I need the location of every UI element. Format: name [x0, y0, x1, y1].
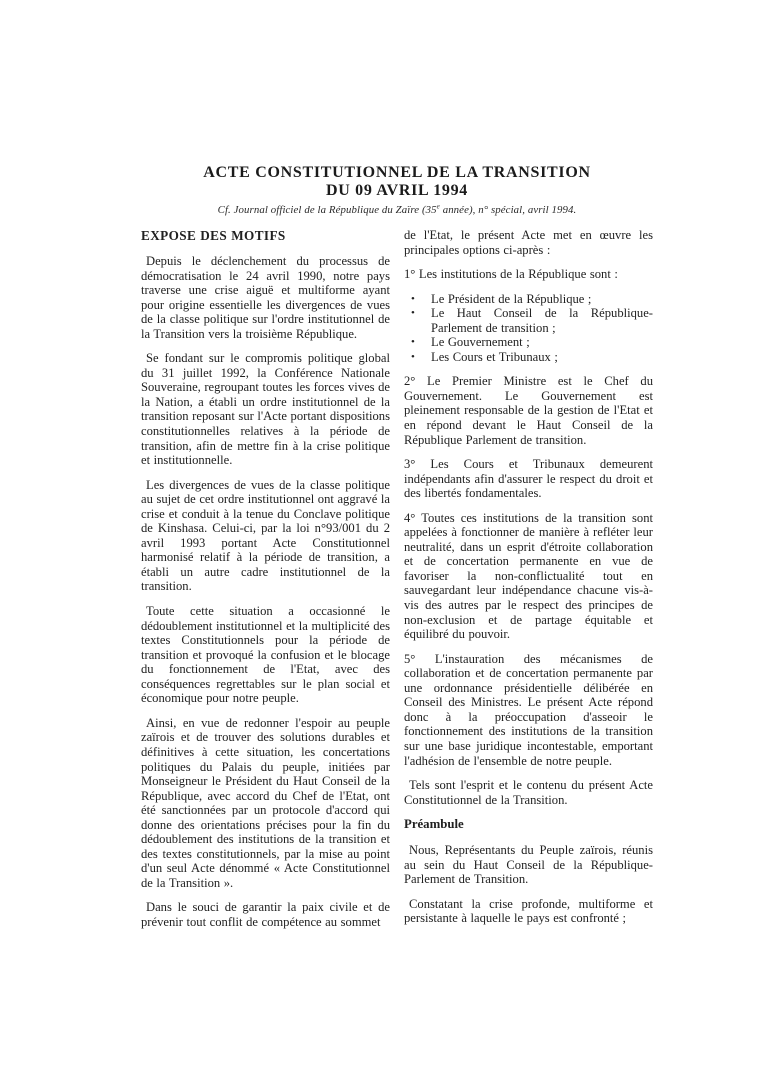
point-2-paragraph: 2° Le Premier Ministre est le Chef du Gouvernement. Le Gouvernement est pleinement responsable de la gestion de l'Etat et en répond devant le Haut Conseil de la République Parlement de transition.	[404, 374, 653, 447]
preamble-paragraph: Nous, Représentants du Peuple zaïrois, réunis au sein du Haut Conseil de la République-Parlement de Transition.	[404, 843, 653, 887]
list-item	[404, 306, 653, 335]
paragraph: Depuis le déclenchement du processus de démocratisation le 24 avril 1990, notre pays traverse une crise aiguë et multiforme ayant pour origine essentielle les divergences de vues de la classe politique sur l'ordre institutionnel de la Transition vers la troisième République.	[141, 254, 390, 341]
source-note-suffix: année), n° spécial, avril 1994.	[439, 204, 577, 216]
list-item	[404, 335, 653, 350]
paragraph: Toute cette situation a occasionné le dédoublement institutionnel et la multiplicité des textes Constitutionnels pour la période de transition et provoqué la confusion et le blocage du fonctionnement de l'Etat, avec des conséquences regrettables sur le plan social et économique pour notre peuple.	[141, 604, 390, 706]
left-column	[141, 228, 390, 940]
paragraph: Ainsi, en vue de redonner l'espoir au peuple zaïrois et de trouver des solutions durables et définitives à cette situation, les concertations politiques du Palais du peuple, initiées par Monseigneur le Président du Haut Conseil de la République, avec accord du Chef de l'Etat, ont été sanctionnées par un protocole d'accord qui donne des orientations précises pour la fin du dédoublement des institutions de la transition et des textes constitutionnels, par la mise au point d'un seul Acte dénommé « Acte Constitutionnel de la Transition ».	[141, 715, 390, 890]
list-item-label: Le Président de la République ;	[431, 291, 592, 306]
list-item-label: Le Haut Conseil de la République-Parlement de transition ;	[431, 306, 653, 335]
point-4-paragraph: 4° Toutes ces institutions de la transition sont appelées à fonctionner de manière à refléter leur neutralité, dans un esprit d'étroite collaboration et de concertation permanente en vue de favoriser la non-conflictualité tout en sauvegardant leur indépendance chacune vis-à-vis des autres par le respect des principes de non-exclusion et de partage équitable et équilibré du pouvoir.	[404, 510, 653, 642]
paragraph: Se fondant sur le compromis politique global du 31 juillet 1992, la Conférence Nationale Souveraine, regroupant toutes les forces vives de la Nation, a établi un ordre institutionnel de la transition reposant sur l'Acte portant dispositions constitutionnelles relatives à la période de transition, afin de mettre fin à la crise politique et institutionnelle.	[141, 351, 390, 468]
expose-des-motifs-heading: EXPOSE DES MOTIFS	[141, 228, 286, 243]
point-3-paragraph: 3° Les Cours et Tribunaux demeurent indépendants afin d'assurer le respect du droit et des libertés fondamentales.	[404, 457, 653, 501]
preamble-paragraph: Constatant la crise profonde, multiforme et persistante à laquelle le pays est confronté ;	[404, 896, 653, 926]
paragraph: de l'Etat, le présent Acte met en œuvre les principales options ci-après :	[404, 228, 653, 257]
source-note-prefix: Cf. Journal officiel de la République du Zaïre (35	[217, 204, 437, 216]
list-item-label: Le Gouvernement ;	[431, 335, 530, 350]
institutions-list	[404, 292, 653, 365]
list-item	[404, 292, 653, 307]
source-note	[141, 204, 653, 217]
closing-paragraph: Tels sont l'esprit et le contenu du présent Acte Constitutionnel de la Transition.	[404, 778, 653, 807]
point-1-paragraph: 1° Les institutions de la République sont :	[404, 267, 618, 282]
title-line-1: ACTE CONSTITUTIONNEL DE LA TRANSITION	[203, 164, 591, 181]
bullet-marker: •	[411, 292, 415, 305]
list-item-label: Les Cours et Tribunaux ;	[431, 349, 558, 364]
list-item	[404, 350, 653, 365]
bullet-marker: •	[411, 336, 415, 349]
document-header	[141, 164, 653, 217]
paragraph: Les divergences de vues de la classe politique au sujet de cet ordre institutionnel ont aggravé la crise et conduit à la tenue du Conclave politique de Kinshasa. Celui-ci, par la loi n°93/001 du 2 avril 1993 portant Acte Constitutionnel harmonisé relatif à la période de transition, a établi un autre cadre institutionnel de la transition.	[141, 477, 390, 594]
document-body	[141, 228, 653, 940]
bullet-marker: •	[411, 350, 415, 363]
paragraph: Dans le souci de garantir la paix civile et de prévenir tout conflit de compétence au sommet	[141, 900, 390, 929]
right-column	[404, 228, 653, 940]
source-note-superscript: e	[436, 202, 440, 211]
document-content	[141, 164, 653, 940]
preamble-heading: Préambule	[404, 817, 464, 832]
document-title	[141, 164, 653, 200]
bullet-marker: •	[411, 307, 415, 320]
title-line-2: DU 09 AVRIL 1994	[325, 182, 469, 199]
point-5-paragraph: 5° L'instauration des mécanismes de collaboration et de concertation permanente par une ordonnance présidentielle délibérée en Conseil des Ministres. Le présent Acte répond donc à la préoccupation d'asseoir le fonctionnement des institutions de la transition sur une base juridique incontestable, emportant l'adhésion de l'ensemble de notre peuple.	[404, 651, 653, 768]
